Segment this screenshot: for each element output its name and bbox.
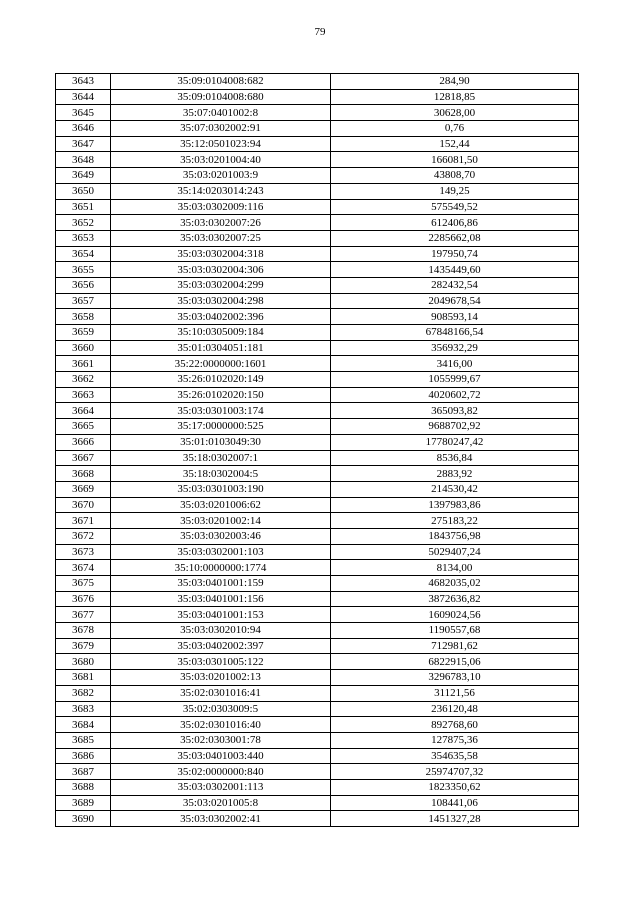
value-cell: 284,90 bbox=[331, 74, 579, 90]
cadastral-number-cell: 35:03:0302002:41 bbox=[111, 811, 331, 827]
value-cell: 1843756,98 bbox=[331, 528, 579, 544]
value-cell: 3296783,10 bbox=[331, 670, 579, 686]
row-number-cell: 3650 bbox=[56, 183, 111, 199]
cadastral-number-cell: 35:03:0302001:113 bbox=[111, 779, 331, 795]
table-row bbox=[56, 732, 579, 748]
row-number-cell: 3685 bbox=[56, 732, 111, 748]
cadastral-number-cell: 35:03:0302010:94 bbox=[111, 623, 331, 639]
table-row bbox=[56, 356, 579, 372]
table-row bbox=[56, 183, 579, 199]
table-row bbox=[56, 293, 579, 309]
row-number-cell: 3674 bbox=[56, 560, 111, 576]
table-row bbox=[56, 654, 579, 670]
value-cell: 4682035,02 bbox=[331, 576, 579, 592]
table-row bbox=[56, 466, 579, 482]
table-row bbox=[56, 136, 579, 152]
row-number-cell: 3665 bbox=[56, 419, 111, 435]
row-number-cell: 3684 bbox=[56, 717, 111, 733]
cadastral-number-cell: 35:18:0302004:5 bbox=[111, 466, 331, 482]
cadastral-number-cell: 35:03:0301005:122 bbox=[111, 654, 331, 670]
value-cell: 1823350,62 bbox=[331, 779, 579, 795]
row-number-cell: 3688 bbox=[56, 779, 111, 795]
row-number-cell: 3653 bbox=[56, 230, 111, 246]
table-row bbox=[56, 560, 579, 576]
value-cell: 365093,82 bbox=[331, 403, 579, 419]
table-row bbox=[56, 685, 579, 701]
cadastral-number-cell: 35:03:0401003:440 bbox=[111, 748, 331, 764]
row-number-cell: 3645 bbox=[56, 105, 111, 121]
cadastral-number-cell: 35:17:0000000:525 bbox=[111, 419, 331, 435]
value-cell: 6822915,06 bbox=[331, 654, 579, 670]
cadastral-number-cell: 35:03:0302004:298 bbox=[111, 293, 331, 309]
value-cell: 43808,70 bbox=[331, 168, 579, 184]
table-row bbox=[56, 544, 579, 560]
table-row bbox=[56, 340, 579, 356]
row-number-cell: 3687 bbox=[56, 764, 111, 780]
row-number-cell: 3676 bbox=[56, 591, 111, 607]
table-row bbox=[56, 623, 579, 639]
cadastral-number-cell: 35:03:0402002:397 bbox=[111, 638, 331, 654]
cadastral-number-cell: 35:03:0201002:13 bbox=[111, 670, 331, 686]
value-cell: 3872636,82 bbox=[331, 591, 579, 607]
cadastral-number-cell: 35:03:0302007:25 bbox=[111, 230, 331, 246]
value-cell: 8134,00 bbox=[331, 560, 579, 576]
value-cell: 2049678,54 bbox=[331, 293, 579, 309]
row-number-cell: 3667 bbox=[56, 450, 111, 466]
row-number-cell: 3656 bbox=[56, 277, 111, 293]
row-number-cell: 3643 bbox=[56, 74, 111, 90]
cadastral-number-cell: 35:02:0303001:78 bbox=[111, 732, 331, 748]
cadastral-number-cell: 35:03:0302001:103 bbox=[111, 544, 331, 560]
table-row bbox=[56, 121, 579, 137]
table-body bbox=[56, 74, 579, 827]
cadastral-number-cell: 35:03:0302009:116 bbox=[111, 199, 331, 215]
value-cell: 127875,36 bbox=[331, 732, 579, 748]
row-number-cell: 3672 bbox=[56, 528, 111, 544]
value-cell: 354635,58 bbox=[331, 748, 579, 764]
cadastral-number-cell: 35:03:0201003:9 bbox=[111, 168, 331, 184]
table-row bbox=[56, 811, 579, 827]
value-cell: 12818,85 bbox=[331, 89, 579, 105]
row-number-cell: 3648 bbox=[56, 152, 111, 168]
cadastral-number-cell: 35:01:0103049:30 bbox=[111, 434, 331, 450]
value-cell: 31121,56 bbox=[331, 685, 579, 701]
cadastral-number-cell: 35:03:0201005:8 bbox=[111, 795, 331, 811]
cadastral-number-cell: 35:09:0104008:680 bbox=[111, 89, 331, 105]
table-row bbox=[56, 434, 579, 450]
cadastral-number-cell: 35:03:0401001:159 bbox=[111, 576, 331, 592]
cadastral-number-cell: 35:26:0102020:149 bbox=[111, 372, 331, 388]
table-row bbox=[56, 230, 579, 246]
row-number-cell: 3689 bbox=[56, 795, 111, 811]
row-number-cell: 3669 bbox=[56, 481, 111, 497]
value-cell: 1451327,28 bbox=[331, 811, 579, 827]
cadastral-number-cell: 35:02:0301016:40 bbox=[111, 717, 331, 733]
table-row bbox=[56, 607, 579, 623]
table-row bbox=[56, 74, 579, 90]
value-cell: 1435449,60 bbox=[331, 262, 579, 278]
cadastral-value-table bbox=[55, 73, 579, 827]
table-row bbox=[56, 403, 579, 419]
cadastral-number-cell: 35:03:0402002:396 bbox=[111, 309, 331, 325]
cadastral-number-cell: 35:01:0304051:181 bbox=[111, 340, 331, 356]
table-row bbox=[56, 215, 579, 231]
row-number-cell: 3666 bbox=[56, 434, 111, 450]
table-row bbox=[56, 748, 579, 764]
cadastral-number-cell: 35:03:0302004:318 bbox=[111, 246, 331, 262]
cadastral-number-cell: 35:12:0501023:94 bbox=[111, 136, 331, 152]
row-number-cell: 3644 bbox=[56, 89, 111, 105]
table-row bbox=[56, 481, 579, 497]
value-cell: 282432,54 bbox=[331, 277, 579, 293]
value-cell: 25974707,32 bbox=[331, 764, 579, 780]
row-number-cell: 3673 bbox=[56, 544, 111, 560]
value-cell: 236120,48 bbox=[331, 701, 579, 717]
cadastral-number-cell: 35:03:0302004:299 bbox=[111, 277, 331, 293]
row-number-cell: 3659 bbox=[56, 325, 111, 341]
row-number-cell: 3682 bbox=[56, 685, 111, 701]
cadastral-number-cell: 35:03:0301003:174 bbox=[111, 403, 331, 419]
value-cell: 4020602,72 bbox=[331, 387, 579, 403]
cadastral-number-cell: 35:10:0305009:184 bbox=[111, 325, 331, 341]
value-cell: 2883,92 bbox=[331, 466, 579, 482]
value-cell: 1397983,86 bbox=[331, 497, 579, 513]
table-row bbox=[56, 513, 579, 529]
cadastral-number-cell: 35:10:0000000:1774 bbox=[111, 560, 331, 576]
table-row bbox=[56, 638, 579, 654]
cadastral-number-cell: 35:22:0000000:1601 bbox=[111, 356, 331, 372]
table-row bbox=[56, 89, 579, 105]
table-row bbox=[56, 701, 579, 717]
row-number-cell: 3663 bbox=[56, 387, 111, 403]
table-row bbox=[56, 168, 579, 184]
row-number-cell: 3677 bbox=[56, 607, 111, 623]
table-row bbox=[56, 764, 579, 780]
row-number-cell: 3647 bbox=[56, 136, 111, 152]
row-number-cell: 3668 bbox=[56, 466, 111, 482]
row-number-cell: 3654 bbox=[56, 246, 111, 262]
value-cell: 1190557,68 bbox=[331, 623, 579, 639]
cadastral-number-cell: 35:03:0201002:14 bbox=[111, 513, 331, 529]
table-row bbox=[56, 387, 579, 403]
cadastral-number-cell: 35:03:0201006:62 bbox=[111, 497, 331, 513]
value-cell: 152,44 bbox=[331, 136, 579, 152]
cadastral-number-cell: 35:09:0104008:682 bbox=[111, 74, 331, 90]
table-row bbox=[56, 670, 579, 686]
table-row bbox=[56, 795, 579, 811]
row-number-cell: 3649 bbox=[56, 168, 111, 184]
cadastral-number-cell: 35:03:0302004:306 bbox=[111, 262, 331, 278]
value-cell: 712981,62 bbox=[331, 638, 579, 654]
cadastral-number-cell: 35:03:0401001:153 bbox=[111, 607, 331, 623]
cadastral-number-cell: 35:18:0302007:1 bbox=[111, 450, 331, 466]
table-row bbox=[56, 450, 579, 466]
cadastral-number-cell: 35:02:0301016:41 bbox=[111, 685, 331, 701]
cadastral-number-cell: 35:02:0000000:840 bbox=[111, 764, 331, 780]
value-cell: 3416,00 bbox=[331, 356, 579, 372]
row-number-cell: 3664 bbox=[56, 403, 111, 419]
row-number-cell: 3671 bbox=[56, 513, 111, 529]
value-cell: 214530,42 bbox=[331, 481, 579, 497]
row-number-cell: 3652 bbox=[56, 215, 111, 231]
row-number-cell: 3680 bbox=[56, 654, 111, 670]
table-row bbox=[56, 717, 579, 733]
value-cell: 166081,50 bbox=[331, 152, 579, 168]
row-number-cell: 3662 bbox=[56, 372, 111, 388]
cadastral-number-cell: 35:03:0301003:190 bbox=[111, 481, 331, 497]
table-row bbox=[56, 105, 579, 121]
value-cell: 108441,06 bbox=[331, 795, 579, 811]
value-cell: 1055999,67 bbox=[331, 372, 579, 388]
cadastral-number-cell: 35:26:0102020:150 bbox=[111, 387, 331, 403]
value-cell: 0,76 bbox=[331, 121, 579, 137]
table-row bbox=[56, 528, 579, 544]
table-row bbox=[56, 277, 579, 293]
table-row bbox=[56, 576, 579, 592]
value-cell: 1609024,56 bbox=[331, 607, 579, 623]
table-row bbox=[56, 152, 579, 168]
value-cell: 8536,84 bbox=[331, 450, 579, 466]
row-number-cell: 3678 bbox=[56, 623, 111, 639]
cadastral-number-cell: 35:03:0201004:40 bbox=[111, 152, 331, 168]
cadastral-number-cell: 35:03:0401001:156 bbox=[111, 591, 331, 607]
table-row bbox=[56, 497, 579, 513]
value-cell: 356932,29 bbox=[331, 340, 579, 356]
value-cell: 197950,74 bbox=[331, 246, 579, 262]
value-cell: 9688702,92 bbox=[331, 419, 579, 435]
row-number-cell: 3670 bbox=[56, 497, 111, 513]
value-cell: 67848166,54 bbox=[331, 325, 579, 341]
table-row bbox=[56, 246, 579, 262]
row-number-cell: 3683 bbox=[56, 701, 111, 717]
value-cell: 149,25 bbox=[331, 183, 579, 199]
value-cell: 908593,14 bbox=[331, 309, 579, 325]
row-number-cell: 3690 bbox=[56, 811, 111, 827]
value-cell: 5029407,24 bbox=[331, 544, 579, 560]
row-number-cell: 3686 bbox=[56, 748, 111, 764]
row-number-cell: 3661 bbox=[56, 356, 111, 372]
row-number-cell: 3660 bbox=[56, 340, 111, 356]
value-cell: 612406,86 bbox=[331, 215, 579, 231]
row-number-cell: 3679 bbox=[56, 638, 111, 654]
value-cell: 275183,22 bbox=[331, 513, 579, 529]
value-cell: 30628,00 bbox=[331, 105, 579, 121]
row-number-cell: 3658 bbox=[56, 309, 111, 325]
row-number-cell: 3651 bbox=[56, 199, 111, 215]
row-number-cell: 3675 bbox=[56, 576, 111, 592]
table-row bbox=[56, 419, 579, 435]
row-number-cell: 3681 bbox=[56, 670, 111, 686]
value-cell: 17780247,42 bbox=[331, 434, 579, 450]
table-row bbox=[56, 199, 579, 215]
page-number: 79 bbox=[314, 26, 326, 38]
row-number-cell: 3657 bbox=[56, 293, 111, 309]
table-row bbox=[56, 325, 579, 341]
cadastral-number-cell: 35:07:0302002:91 bbox=[111, 121, 331, 137]
value-cell: 575549,52 bbox=[331, 199, 579, 215]
cadastral-number-cell: 35:02:0303009:5 bbox=[111, 701, 331, 717]
row-number-cell: 3655 bbox=[56, 262, 111, 278]
cadastral-number-cell: 35:07:0401002:8 bbox=[111, 105, 331, 121]
table-row bbox=[56, 779, 579, 795]
value-cell: 892768,60 bbox=[331, 717, 579, 733]
table-row bbox=[56, 309, 579, 325]
cadastral-number-cell: 35:03:0302003:46 bbox=[111, 528, 331, 544]
table-row bbox=[56, 372, 579, 388]
table-row bbox=[56, 262, 579, 278]
cadastral-number-cell: 35:14:0203014:243 bbox=[111, 183, 331, 199]
cadastral-number-cell: 35:03:0302007:26 bbox=[111, 215, 331, 231]
value-cell: 2285662,08 bbox=[331, 230, 579, 246]
table-row bbox=[56, 591, 579, 607]
row-number-cell: 3646 bbox=[56, 121, 111, 137]
